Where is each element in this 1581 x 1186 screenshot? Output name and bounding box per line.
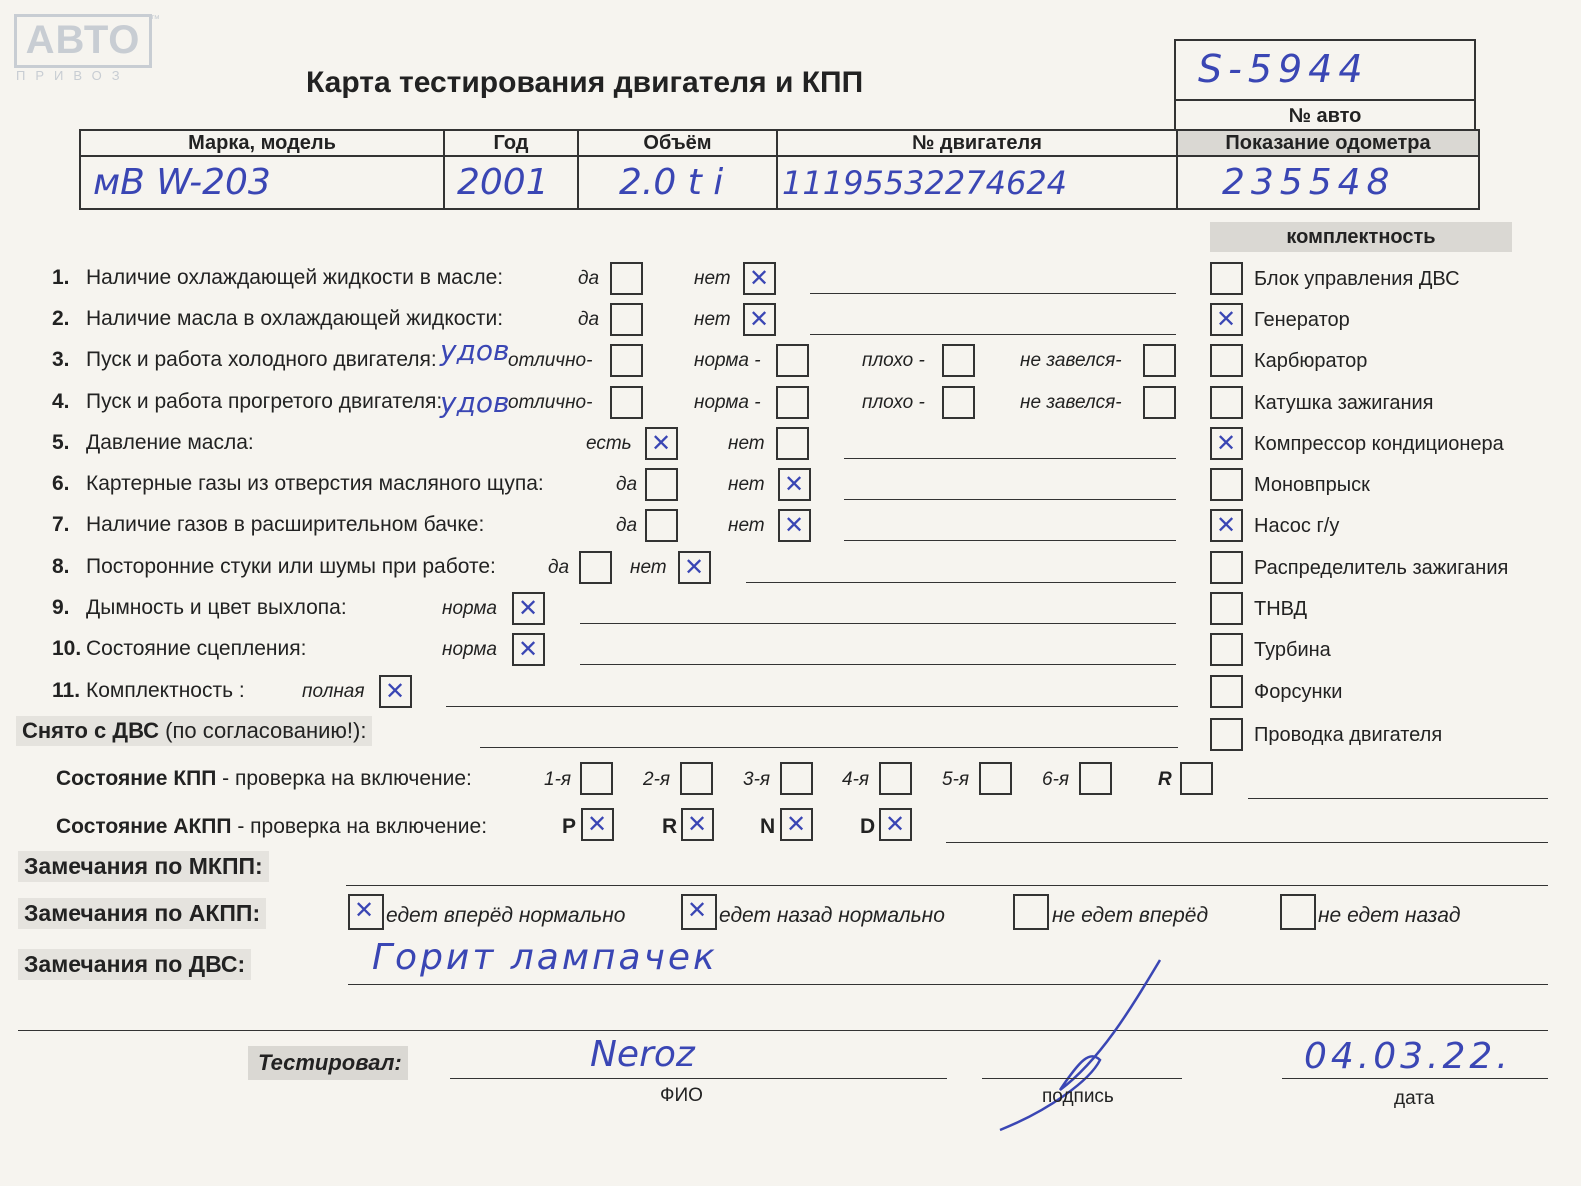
kpp-gear-6-label: 6-я <box>1042 769 1070 790</box>
compl-3-checkbox[interactable] <box>1210 344 1243 377</box>
kpp-gear-2-checkbox[interactable] <box>680 762 713 795</box>
compl-12-checkbox[interactable] <box>1210 718 1243 751</box>
row-3-opt-excellent: отлично- <box>508 350 593 371</box>
akpp-mode-d-checkbox[interactable] <box>879 808 912 841</box>
row-4-label <box>52 390 442 414</box>
compl-7-checkbox[interactable] <box>1210 509 1243 542</box>
row-4-excellent-checkbox[interactable] <box>610 386 643 419</box>
row-6-no-checkbox[interactable] <box>778 468 811 501</box>
row-7-no-checkbox[interactable] <box>778 509 811 542</box>
akpp-reverse-ok-checkbox[interactable] <box>681 894 717 930</box>
row-7-text: Наличие газов в расширительном бачке: <box>86 513 485 536</box>
logo-sub: ПРИВОЗ <box>16 68 130 83</box>
row-5-opt-present: есть <box>586 433 632 454</box>
row-3-text: Пуск и работа холодного двигателя: <box>86 348 437 371</box>
compl-12-label: Проводка двигателя <box>1254 724 1443 746</box>
logo-main: АВТО <box>14 14 152 68</box>
row-3-opt-nostart: не завелся- <box>1020 350 1122 371</box>
row-2-line <box>810 334 1176 335</box>
row-3-opt-normal: норма - <box>694 350 761 371</box>
akpp-label-bold: Состояние АКПП <box>56 815 232 838</box>
kpp-gear-3-checkbox[interactable] <box>780 762 813 795</box>
row-10-opt-normal: норма <box>442 639 497 660</box>
removed-label <box>16 716 372 746</box>
row-9-text: Дымность и цвет выхлопа: <box>86 596 347 619</box>
compl-1-label: Блок управления ДВС <box>1254 268 1460 290</box>
row-10-line <box>580 664 1176 665</box>
row-10-normal-checkbox[interactable] <box>512 633 545 666</box>
row-4-opt-bad: плохо - <box>862 392 925 413</box>
kpp-gear-r-checkbox[interactable] <box>1180 762 1213 795</box>
row-4-number: 4. <box>52 390 70 413</box>
row-6-line <box>844 499 1176 500</box>
row-11-text: Комплектность : <box>86 679 245 702</box>
row-3-nostart-checkbox[interactable] <box>1143 344 1176 377</box>
row-7-line <box>844 540 1176 541</box>
compl-2-checkbox[interactable] <box>1210 303 1243 336</box>
row-1-opt-no: нет <box>694 268 731 289</box>
row-7-yes-checkbox[interactable] <box>645 509 678 542</box>
compl-3-label: Карбюратор <box>1254 350 1368 372</box>
kpp-line <box>1248 798 1548 799</box>
row-1-no-checkbox[interactable] <box>743 262 776 295</box>
row-3-opt-bad: плохо - <box>862 350 925 371</box>
row-4-bad-checkbox[interactable] <box>942 386 975 419</box>
akpp-no-reverse-checkbox[interactable] <box>1280 894 1316 930</box>
compl-8-checkbox[interactable] <box>1210 551 1243 584</box>
compl-10-label: Турбина <box>1254 639 1331 661</box>
compl-1-checkbox[interactable] <box>1210 262 1243 295</box>
row-3-bad-checkbox[interactable] <box>942 344 975 377</box>
row-6-yes-checkbox[interactable] <box>645 468 678 501</box>
kpp-gear-1-label: 1-я <box>544 769 572 790</box>
kpp-label-rest: - проверка на включение: <box>216 767 472 790</box>
row-3-normal-checkbox[interactable] <box>776 344 809 377</box>
kpp-gear-5-checkbox[interactable] <box>979 762 1012 795</box>
akpp-mode-d-label: D <box>860 815 876 838</box>
value-model: мВ W-203 <box>80 156 444 209</box>
value-year: 2001 <box>444 156 578 209</box>
compl-8-label: Распределитель зажигания <box>1254 557 1509 579</box>
compl-7-label: Насос г/у <box>1254 515 1340 537</box>
row-1-opt-yes: да <box>578 268 600 289</box>
row-11-number: 11. <box>52 679 81 702</box>
company-logo <box>14 14 160 88</box>
col-header-year: Год <box>444 130 578 156</box>
akpp-mode-p-label: P <box>562 815 577 838</box>
row-10-label <box>52 637 306 661</box>
remarks-mkpp-line <box>346 885 1548 886</box>
akpp-no-forward-checkbox[interactable] <box>1013 894 1049 930</box>
akpp-label-rest: - проверка на включение: <box>231 815 488 838</box>
row-7-opt-no: нет <box>728 515 765 536</box>
col-header-model: Марка, модель <box>80 130 444 156</box>
row-11-full-checkbox[interactable] <box>379 675 412 708</box>
row-6-opt-yes: да <box>616 474 638 495</box>
row-9-normal-checkbox[interactable] <box>512 592 545 625</box>
value-odometer: 235548 <box>1177 156 1479 209</box>
signature-image <box>990 950 1180 1140</box>
akpp-line <box>946 842 1548 843</box>
akpp-no-reverse-label: не едет назад <box>1318 904 1461 927</box>
compl-9-checkbox[interactable] <box>1210 592 1243 625</box>
kpp-gear-3-label: 3-я <box>743 769 771 790</box>
row-5-label <box>52 431 254 455</box>
row-4-nostart-checkbox[interactable] <box>1143 386 1176 419</box>
row-4-text: Пуск и работа прогретого двигателя: <box>86 390 443 413</box>
col-header-engine-no: № двигателя <box>777 130 1177 156</box>
row-11-line <box>446 706 1178 707</box>
row-5-present-checkbox[interactable] <box>645 427 678 460</box>
row-1-label <box>52 266 503 290</box>
akpp-forward-ok-checkbox[interactable] <box>348 894 384 930</box>
tester-name-line <box>450 1078 947 1079</box>
compl-5-checkbox[interactable] <box>1210 427 1243 460</box>
row-4-opt-normal: норма - <box>694 392 761 413</box>
akpp-mode-r-label: R <box>662 815 678 838</box>
row-6-label <box>52 472 544 496</box>
vehicle-info-table <box>79 129 1480 210</box>
row-9-number: 9. <box>52 596 70 619</box>
row-2-yes-checkbox[interactable] <box>610 303 643 336</box>
date-line <box>1282 1078 1548 1079</box>
remarks-dvs-line <box>348 984 1548 985</box>
row-4-normal-checkbox[interactable] <box>776 386 809 419</box>
car-number-box <box>1174 39 1476 131</box>
row-2-label <box>52 307 503 331</box>
akpp-mode-n-label: N <box>760 815 776 838</box>
removed-line <box>480 747 1178 748</box>
remarks-mkpp-label: Замечания по МКПП: <box>18 851 269 882</box>
tester-name-handwritten: Neroz <box>590 1034 695 1075</box>
compl-4-checkbox[interactable] <box>1210 386 1243 419</box>
removed-label-rest: (по согласованию!): <box>159 718 367 743</box>
compl-6-label: Моновпрыск <box>1254 474 1370 496</box>
akpp-forward-ok-label: едет вперёд нормально <box>386 904 626 927</box>
row-3-number: 3. <box>52 348 70 371</box>
row-1-line <box>810 293 1176 294</box>
kpp-gear-5-label: 5-я <box>942 769 970 790</box>
form-title: Карта тестирования двигателя и КПП <box>306 66 864 99</box>
row-8-label <box>52 555 496 579</box>
row-7-label <box>52 513 484 537</box>
row-2-no-checkbox[interactable] <box>743 303 776 336</box>
remarks-dvs-handwritten: Горит лампачек <box>372 937 718 978</box>
row-2-number: 2. <box>52 307 70 330</box>
remarks-akpp-label: Замечания по АКПП: <box>18 898 266 929</box>
row-3-handwritten: удов <box>440 334 510 367</box>
kpp-gear-4-checkbox[interactable] <box>879 762 912 795</box>
row-9-label <box>52 596 347 620</box>
tester-name-caption: ФИО <box>660 1085 703 1106</box>
akpp-no-forward-label: не едет вперёд <box>1052 904 1209 927</box>
row-4-opt-nostart: не завелся- <box>1020 392 1122 413</box>
compl-9-label: ТНВД <box>1254 598 1308 620</box>
row-2-text: Наличие масла в охлаждающей жидкости: <box>86 307 504 330</box>
row-5-opt-absent: нет <box>728 433 765 454</box>
compl-11-checkbox[interactable] <box>1210 675 1243 708</box>
car-number-divider <box>1176 99 1474 101</box>
car-number-label: № авто <box>1288 105 1362 127</box>
compl-6-checkbox[interactable] <box>1210 468 1243 501</box>
compl-11-label: Форсунки <box>1254 681 1343 703</box>
akpp-mode-n-checkbox[interactable] <box>780 808 813 841</box>
remarks-dvs-label: Замечания по ДВС: <box>18 949 251 980</box>
kpp-gear-4-label: 4-я <box>842 769 870 790</box>
kpp-gear-2-label: 2-я <box>643 769 671 790</box>
row-8-yes-checkbox[interactable] <box>579 551 612 584</box>
row-2-opt-no: нет <box>694 309 731 330</box>
row-11-label <box>52 679 245 703</box>
signature-line <box>982 1078 1182 1079</box>
row-5-text: Давление масла: <box>86 431 254 454</box>
row-10-number: 10. <box>52 637 82 660</box>
row-9-opt-normal: норма <box>442 598 497 619</box>
row-8-number: 8. <box>52 555 70 578</box>
col-header-odometer: Показание одометра <box>1177 130 1479 156</box>
row-5-line <box>844 458 1176 459</box>
logo-tm: ™ <box>150 14 160 25</box>
value-engine-no: 11195532274624 <box>777 156 1177 209</box>
kpp-gear-1-checkbox[interactable] <box>580 762 613 795</box>
removed-label-bold: Снято с ДВС <box>22 718 160 743</box>
kpp-gear-r-label: R <box>1158 769 1172 790</box>
row-1-number: 1. <box>52 266 70 289</box>
row-3-label <box>52 348 437 372</box>
tested-label: Тестировал: <box>258 1050 402 1075</box>
date-caption: дата <box>1394 1088 1435 1109</box>
akpp-reverse-ok-label: едет назад нормально <box>719 904 945 927</box>
akpp-mode-r-checkbox[interactable] <box>681 808 714 841</box>
row-6-opt-no: нет <box>728 474 765 495</box>
akpp-label <box>56 815 487 839</box>
row-4-handwritten: удов <box>440 386 510 419</box>
row-1-yes-checkbox[interactable] <box>610 262 643 295</box>
row-8-line <box>746 582 1176 583</box>
akpp-mode-p-checkbox[interactable] <box>581 808 614 841</box>
row-8-opt-no: нет <box>630 557 667 578</box>
row-3-excellent-checkbox[interactable] <box>610 344 643 377</box>
completeness-header: комплектность <box>1210 222 1512 252</box>
compl-5-label: Компрессор кондиционера <box>1254 433 1504 455</box>
row-5-absent-checkbox[interactable] <box>776 427 809 460</box>
row-10-text: Состояние сцепления: <box>86 637 307 660</box>
car-number-value: S-5944 <box>1198 47 1369 91</box>
row-8-text: Посторонние стуки или шумы при работе: <box>86 555 496 578</box>
row-11-opt-full: полная <box>302 681 365 702</box>
row-2-opt-yes: да <box>578 309 600 330</box>
compl-10-checkbox[interactable] <box>1210 633 1243 666</box>
remarks-dvs-line-2 <box>18 1030 1548 1031</box>
row-6-text: Картерные газы из отверстия масляного щупа: <box>86 472 544 495</box>
compl-4-label: Катушка зажигания <box>1254 392 1434 414</box>
row-8-opt-yes: да <box>548 557 570 578</box>
date-handwritten: 04.03.22. <box>1304 1036 1512 1077</box>
kpp-gear-6-checkbox[interactable] <box>1079 762 1112 795</box>
signature-caption: подпись <box>1042 1086 1114 1107</box>
row-8-no-checkbox[interactable] <box>678 551 711 584</box>
row-7-opt-yes: да <box>616 515 638 536</box>
row-1-text: Наличие охлаждающей жидкости в масле: <box>86 266 504 289</box>
value-volume: 2.0 t i <box>578 156 777 209</box>
compl-2-label: Генератор <box>1254 309 1350 331</box>
kpp-label <box>56 767 472 791</box>
row-7-number: 7. <box>52 513 70 536</box>
row-9-line <box>580 623 1176 624</box>
row-6-number: 6. <box>52 472 70 495</box>
kpp-label-bold: Состояние КПП <box>56 767 217 790</box>
row-5-number: 5. <box>52 431 70 454</box>
col-header-volume: Объём <box>578 130 777 156</box>
row-4-opt-excellent: отлично- <box>508 392 593 413</box>
